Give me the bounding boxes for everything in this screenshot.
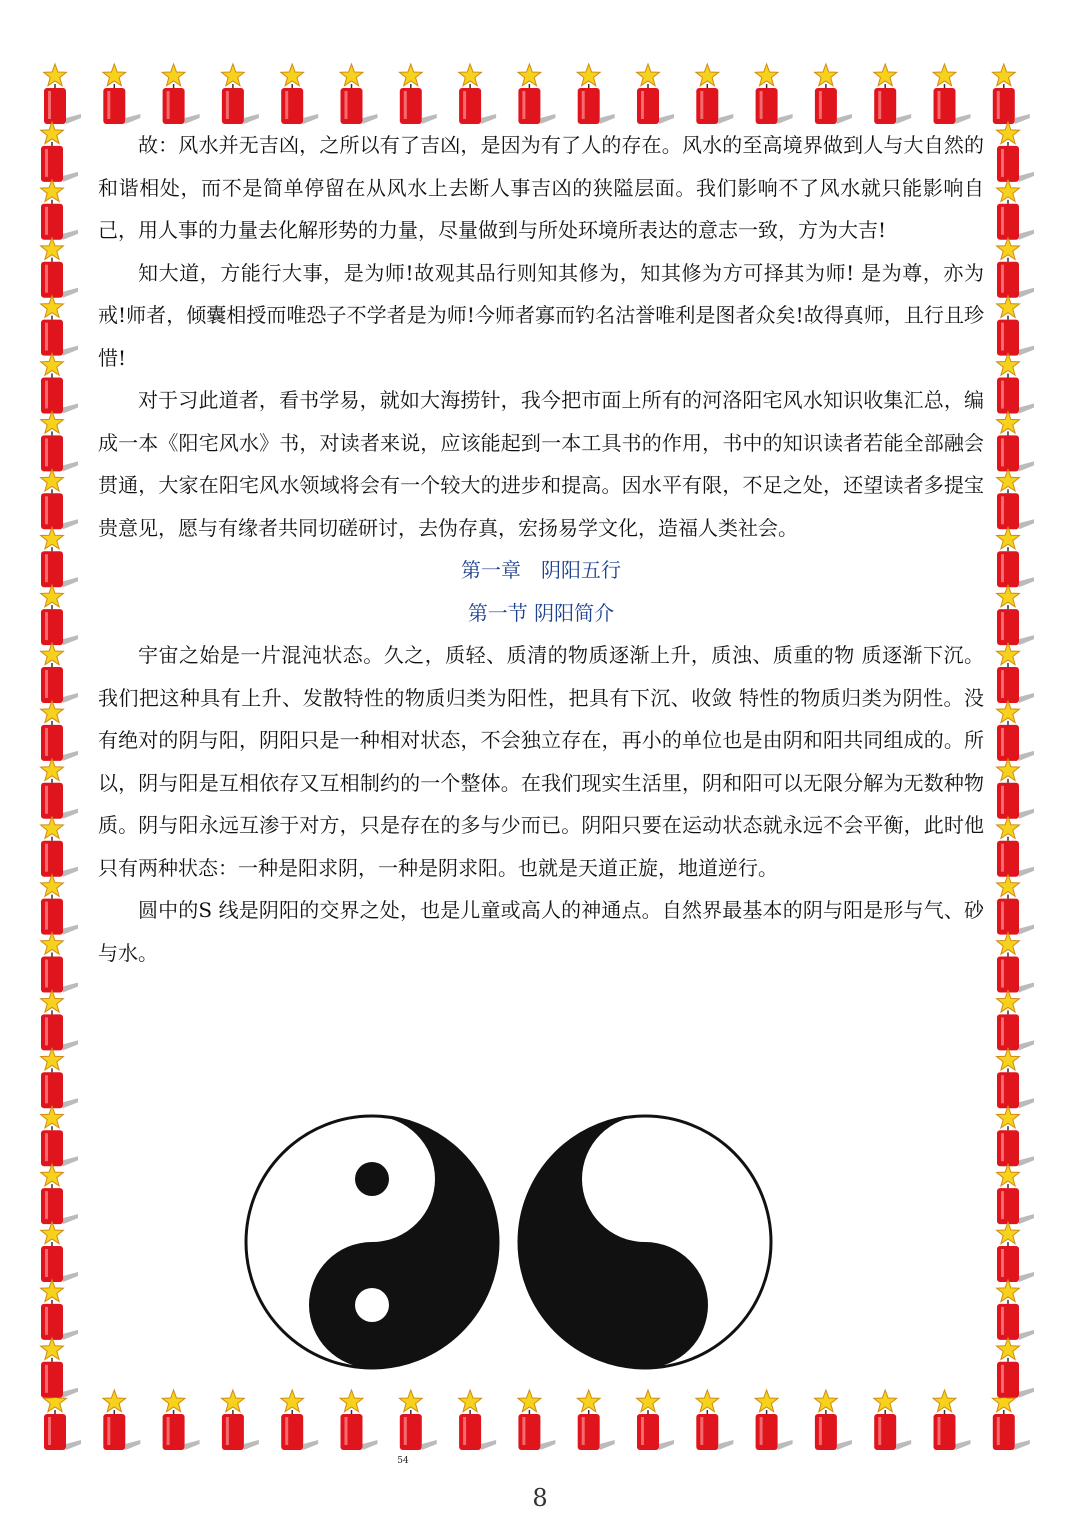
candle-with-star-flame-icon (41, 1280, 78, 1340)
candle-with-star-flame-icon (815, 1390, 852, 1450)
candle-with-star-flame-icon (459, 1390, 496, 1450)
candle-with-star-flame-icon (41, 1222, 78, 1282)
candle-with-star-flame-icon (222, 1390, 259, 1450)
candle-with-star-flame-icon (997, 759, 1034, 819)
candle-with-star-flame-icon (518, 64, 555, 124)
candle-with-star-flame-icon (41, 585, 78, 645)
candle-with-star-flame-icon (997, 875, 1034, 935)
candle-with-star-flame-icon (933, 64, 970, 124)
candle-with-star-flame-icon (41, 701, 78, 761)
candle-with-star-flame-icon (637, 64, 674, 124)
candle-with-star-flame-icon (696, 64, 733, 124)
candle-with-star-flame-icon (41, 933, 78, 993)
candle-with-star-flame-icon (41, 180, 78, 240)
candle-with-star-flame-icon (997, 122, 1034, 182)
candle-with-star-flame-icon (997, 296, 1034, 356)
yin-yang-symbol-mirrored-icon (519, 1116, 771, 1368)
candle-with-star-flame-icon (399, 1390, 436, 1450)
candle-with-star-flame-icon (997, 1338, 1034, 1398)
candle-with-star-flame-icon (399, 64, 436, 124)
candle-with-star-flame-icon (162, 1390, 199, 1450)
candle-with-star-flame-icon (997, 180, 1034, 240)
candle-with-star-flame-icon (41, 238, 78, 298)
candle-with-star-flame-icon (997, 990, 1034, 1050)
candle-with-star-flame-icon (41, 1338, 78, 1398)
candle-with-star-flame-icon (41, 527, 78, 587)
candle-with-star-flame-icon (162, 64, 199, 124)
candle-with-star-flame-icon (992, 1390, 1029, 1450)
candle-with-star-flame-icon (41, 817, 78, 877)
candle-with-star-flame-icon (997, 1222, 1034, 1282)
candle-with-star-flame-icon (340, 1390, 377, 1450)
candle-with-star-flame-icon (459, 64, 496, 124)
candle-with-star-flame-icon (41, 1048, 78, 1108)
candle-with-star-flame-icon (815, 64, 852, 124)
candle-with-star-flame-icon (281, 1390, 318, 1450)
candle-with-star-flame-icon (41, 122, 78, 182)
candle-with-star-flame-icon (222, 64, 259, 124)
paragraph-book-intro: 对于习此道者，看书学易，就如大海捞针，我今把市面上所有的河洛阳宅风水知识收集汇总，编成一本《阳宅风水》书，对读者来说，应该能起到一本工具书的作用，书中的知识读者若能全部融会贯通，大家在阳宅风水领域将会有一个较大的进步和提高。因水平有限，不足之处，还望读者多提宝贵意见，愿与有缘者共同切磋研讨，去伪存真，宏扬易学文化，造福人类社会。 (98, 388, 984, 540)
candle-with-star-flame-icon (874, 1390, 911, 1450)
candle-with-star-flame-icon (997, 411, 1034, 471)
candle-with-star-flame-icon (637, 1390, 674, 1450)
candle-with-star-flame-icon (997, 1280, 1034, 1340)
candle-with-star-flame-icon (997, 643, 1034, 703)
candle-with-star-flame-icon (41, 990, 78, 1050)
candle-with-star-flame-icon (997, 933, 1034, 993)
candle-with-star-flame-icon (41, 296, 78, 356)
candle-with-star-flame-icon (997, 817, 1034, 877)
candle-with-star-flame-icon (992, 64, 1029, 124)
candle-with-star-flame-icon (281, 64, 318, 124)
candle-with-star-flame-icon (997, 585, 1034, 645)
yin-yang-symbol-icon (246, 1116, 498, 1368)
candle-with-star-flame-icon (933, 1390, 970, 1450)
candle-with-star-flame-icon (41, 411, 78, 471)
candle-with-star-flame-icon (997, 1164, 1034, 1224)
page-number: 8 (532, 1484, 548, 1512)
candle-with-star-flame-icon (340, 64, 377, 124)
candle-with-star-flame-icon (997, 238, 1034, 298)
candle-with-star-flame-icon (997, 469, 1034, 529)
candle-with-star-flame-icon (41, 1164, 78, 1224)
candle-with-star-flame-icon (997, 1106, 1034, 1166)
chapter-title: 第一章 阴阳五行 (461, 558, 621, 582)
candle-with-star-flame-icon (44, 64, 81, 124)
page-marker-small: 54 (397, 1456, 409, 1466)
candle-with-star-flame-icon (755, 1390, 792, 1450)
yin-yang-figures (242, 1110, 782, 1374)
candle-with-star-flame-icon (696, 1390, 733, 1450)
candle-with-star-flame-icon (755, 64, 792, 124)
page-body (98, 124, 984, 974)
candle-with-star-flame-icon (41, 643, 78, 703)
candle-with-star-flame-icon (874, 64, 911, 124)
candle-with-star-flame-icon (997, 701, 1034, 761)
candle-with-star-flame-icon (41, 1106, 78, 1166)
candle-with-star-flame-icon (44, 1390, 81, 1450)
paragraph-true-teacher: 知大道，方能行大事，是为师!故观其品行则知其修为，知其修为方可择其为师! 是为尊，亦为戒!师者，倾囊相授而唯恐子不学者是为师!今师者寡而钓名沽誉唯利是图者众矣!故得真师，且行且珍惜! (98, 260, 984, 370)
candle-with-star-flame-icon (577, 1390, 614, 1450)
candle-with-star-flame-icon (103, 1390, 140, 1450)
candle-with-star-flame-icon (103, 64, 140, 124)
paragraph-yinyang-origin: 宇宙之始是一片混沌状态。久之，质轻、质清的物质逐渐上升，质浊、质重的物 质逐渐下沉。我们把这种具有上升、发散特性的物质归类为阳性，把具有下沉、收敛 特性的物质归类为阴性。没有绝对的阴与阳，阴阳只是一种相对状态，不会独立存在，再小的单位也是由阴和阳共同组成的。所以，阴与阳是互相依存又互相制约的一个整体。在我们现实生活里，阴和阳可以无限分解为无数种物质。阴与阳永远互渗于对方，只是存在的多与少而已。阴阳只要在运动状态就永远不会平衡，此时他只有两种状态：一种是阳求阴，一种是阴求阳。也就是天道正旋，地道逆行。 (98, 643, 984, 880)
paragraph-fengshui-harmony: 故：风水并无吉凶，之所以有了吉凶，是因为有了人的存在。风水的至高境界做到人与大自然的和谐相处，而不是简单停留在从风水上去断人事吉凶的狭隘层面。我们影响不了风水就只能影响自己，用人事的力量去化解形势的力量，尽量做到与所处环境所表达的意志一致，方为大吉! (98, 133, 984, 242)
paragraph-s-line: 圆中的S 线是阴阳的交界之处，也是儿童或高人的神通点。自然界最基本的阴与阳是形与气、砂与水。 (98, 898, 984, 965)
section-title: 第一节 阴阳简介 (467, 600, 615, 625)
candle-with-star-flame-icon (41, 875, 78, 935)
candle-with-star-flame-icon (41, 759, 78, 819)
candle-with-star-flame-icon (518, 1390, 555, 1450)
candle-with-star-flame-icon (997, 354, 1034, 414)
candle-with-star-flame-icon (997, 527, 1034, 587)
candle-with-star-flame-icon (997, 1048, 1034, 1108)
candle-with-star-flame-icon (577, 64, 614, 124)
candle-with-star-flame-icon (41, 469, 78, 529)
candle-with-star-flame-icon (41, 354, 78, 414)
